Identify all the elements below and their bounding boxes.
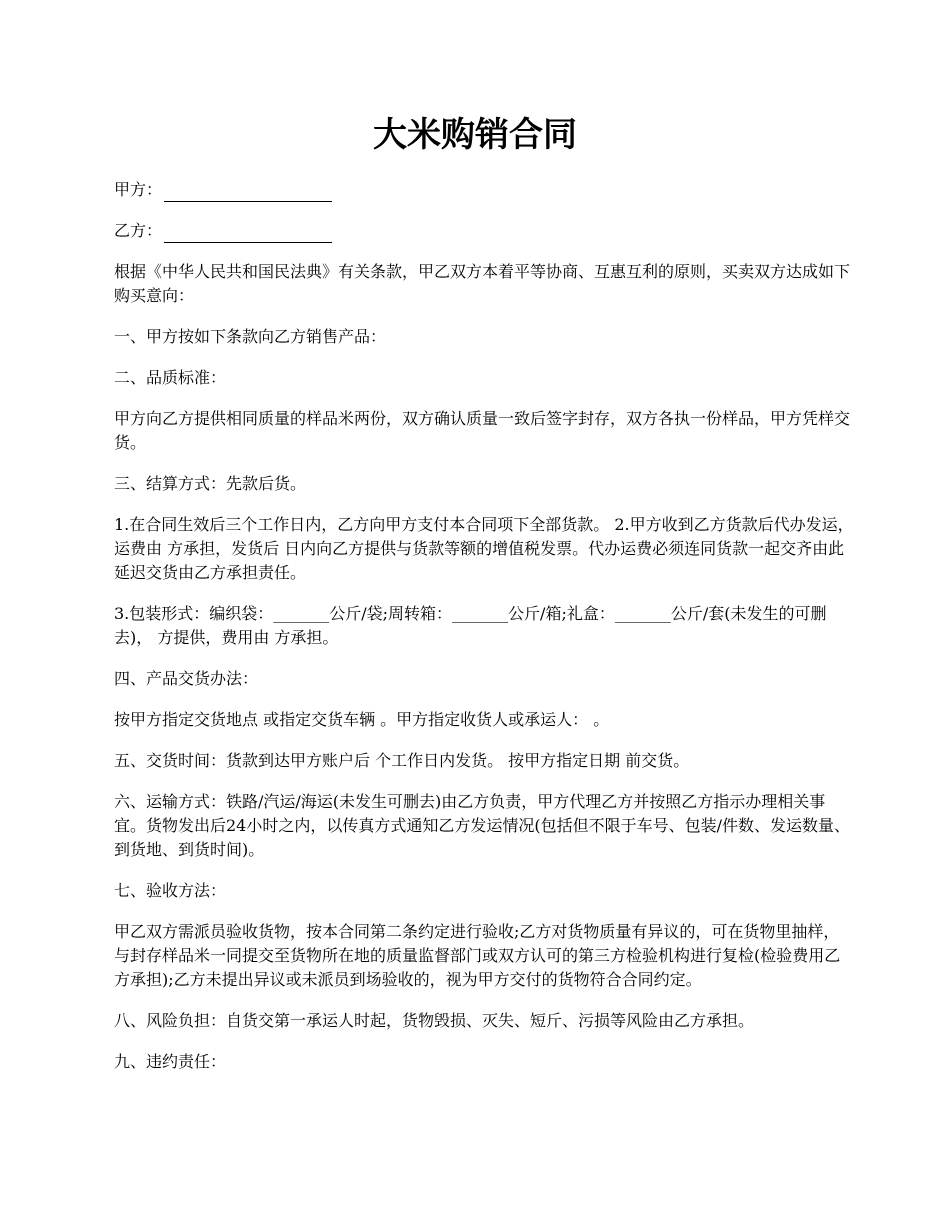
section-9-heading: 九、违约责任： xyxy=(114,1052,227,1071)
party-b-line xyxy=(114,219,854,243)
section-3-clause-3: 3.包装形式：编织袋：_______公斤/袋;周转箱：_______公斤/箱;礼盒：_______公斤/套(未发生的可删去)， 方提供，费用由 方承担。 xyxy=(114,604,827,647)
section-6-body: 六、运输方式：铁路/汽运/海运(未发生可删去)由乙方负责，甲方代理乙方并按照乙方指示办理相关事宜。货物发出后24小时之内，以传真方式通知乙方发运情况(包括但不限于车号、包装/件数、发运数量、到货地、到货时间)。 xyxy=(114,792,850,859)
party-b-blank xyxy=(164,224,332,243)
party-a-label: 甲方： xyxy=(114,180,163,199)
document-body xyxy=(114,178,854,1091)
section-5-body: 五、交货时间：货款到达甲方账户后 个工作日内发货。 按甲方指定日期 前交货。 xyxy=(114,751,690,770)
section-8-body: 八、风险负担：自货交第一承运人时起，货物毁损、灭失、短斤、污损等风险由乙方承担。 xyxy=(114,1011,755,1030)
paragraph-preamble: 根据《中华人民共和国民法典》有关条款，甲乙双方本着平等协商、互惠互利的原则，买卖双方达成如下购买意向： xyxy=(114,262,851,305)
section-3-clause-1-2: 1.在合同生效后三个工作日内，乙方向甲方支付本合同项下全部货款。 2.甲方收到乙方货款后代办发运，运费由 方承担，发货后 日内向乙方提供与货款等额的增值税发票。代办运费必须连同货款一起交齐由此延迟交货由乙方承担责任。 xyxy=(114,515,854,582)
party-a-blank xyxy=(164,183,332,202)
section-2-body: 甲方向乙方提供相同质量的样品米两份，双方确认质量一致后签字封存，双方各执一份样品，甲方凭样交货。 xyxy=(114,409,851,452)
section-7-body: 甲乙双方需派员验收货物，按本合同第二条约定进行验收;乙方对货物质量有异议的，可在货物里抽样，与封存样品米一同提交至货物所在地的质量监督部门或双方认可的第三方检验机构进行复检(检验费用乙方承担);乙方未提出异议或未派员到场验收的，视为甲方交付的货物符合合同约定。 xyxy=(114,922,841,989)
section-1-heading: 一、甲方按如下条款向乙方销售产品： xyxy=(114,327,387,346)
section-2-heading: 二、品质标准： xyxy=(114,368,227,387)
party-b-label: 乙方： xyxy=(114,221,163,240)
party-a-line xyxy=(114,178,854,202)
document-title: 大米购销合同 xyxy=(373,115,577,155)
section-4-body: 按甲方指定交货地点 或指定交货车辆 。甲方指定收货人或承运人： 。 xyxy=(114,710,610,729)
section-4-heading: 四、产品交货办法： xyxy=(114,669,259,688)
section-3-heading: 三、结算方式：先款后货。 xyxy=(114,474,307,493)
section-7-heading: 七、验收方法： xyxy=(114,881,227,900)
